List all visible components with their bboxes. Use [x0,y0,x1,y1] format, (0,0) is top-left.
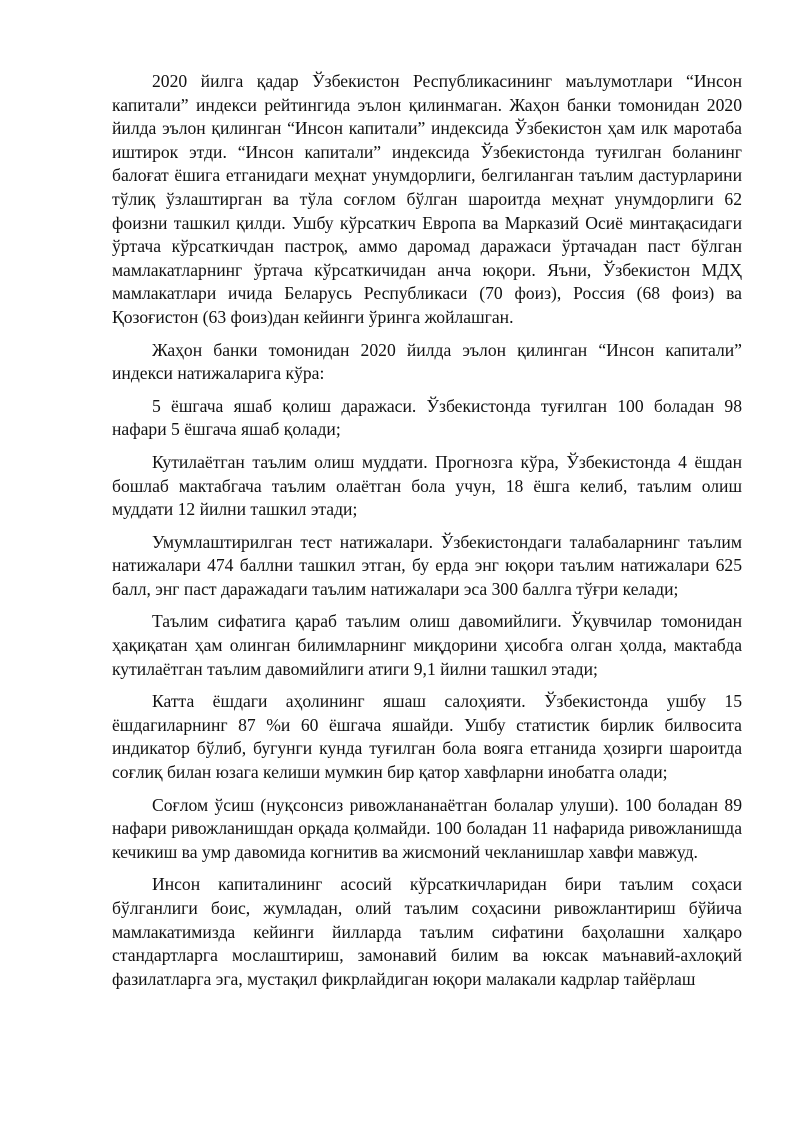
paragraph-hci-overview: 2020 йилга қадар Ўзбекистон Республикасининг маълумотлари “Инсон капитали” индекси рейтингида эълон қилинмаган. Жаҳон банки томонидан 2020 йилда эълон қилинган “Инсон капитали” индексида Ўзбекистон ҳам илк маротаба иштирок этди. “Инсон капитали” индексида Ўзбекистонда туғилган боланинг балоғат ёшига етганидаги меҳнат унумдорлиги, белгиланган таълим дастурларини тўлиқ ўзлаштирган ва тўла соғлом бўлган шароитда меҳнат унумдорлиги 62 фоизни ташкил қилди. Ушбу кўрсаткич Европа ва Марказий Осиё минтақасидаги ўртача кўрсаткичдан пастроқ, аммо даромад даражаси ўртачадан паст бўлган мамлакатларнинг ўртача кўрсаткичидан анча юқори. Яъни, Ўзбекистон МДҲ мамлакатлари ичида Беларусь Республикаси (70 фоиз), Россия (68 фоиз) ва Қозоғистон (63 фоиз)дан кейинги ўринга жойлашган. [112,71,742,327]
document-page [112,70,742,1000]
paragraph-survival-rate: 5 ёшгача яшаб қолиш даражаси. Ўзбекистонда туғилган 100 боладан 98 нафари 5 ёшгача яшаб қолади; [112,395,742,440]
paragraph-expected-schooling: Кутилаётган таълим олиш муддати. Прогнозга кўра, Ўзбекистонда 4 ёшдан бошлаб мактабгача таълим олаётган бола учун, 18 ёшга келиб, таълим олиш муддати 12 йилни ташкил этади; [112,451,742,520]
paragraph-healthy-growth: Соғлом ўсиш (нуқсонсиз ривожлананаётган болалар улуши). 100 боладан 89 нафари ривожланишдан орқада қолмайди. 100 боладан 11 нафарида ривожланишда кечикиш ва умр давомида когнитив ва жисмоний чекланишлар хавфи мавжуд. [112,794,742,862]
paragraph-adult-survival: Катта ёшдаги аҳолининг яшаш салоҳияти. Ўзбекистонда ушбу 15 ёшдагиларнинг 87 %и 60 ёшгача яшайди. Ушбу статистик бирлик билвосита индикатор бўлиб, бугунги кунда туғилган бола вояга етганида ҳозирги шароитда соғлиқ билан юзага келиши мумкин бир қатор хавфларни инобатга олади; [112,691,742,783]
paragraph-education-priority: Инсон капиталининг асосий кўрсаткичларидан бири таълим соҳаси бўлганлиги боис, жумладан, олий таълим соҳасини ривожлантириш бўйича мамлакатимизда кейинги йилларда таълим сифатини баҳолашни халқаро стандартларга мослаштириш, замонавий билим ва юксак маънавий-ахлоқий фазилатларга эга, мустақил фикрлайдиган юқори малакали кадрлар тайёрлаш [112,874,742,989]
paragraph-results-intro: Жаҳон банки томонидан 2020 йилда эълон қилинган “Инсон капитали” индекси натижаларига кўра: [112,339,742,384]
paragraph-test-scores: Умумлаштирилган тест натижалари. Ўзбекистондаги талабаларнинг таълим натижалари 474 баллни ташкил этган, бу ерда энг юқори таълим натижалари 625 балл, энг паст даражадаги таълим натижалари эса 300 баллга тўғри келади; [112,531,742,599]
paragraph-learning-adjusted-schooling: Таълим сифатига қараб таълим олиш давомийлиги. Ўқувчилар томонидан ҳақиқатан ҳам олинган билимларнинг миқдорини ҳисобга олган ҳолда, мактабда кутилаётган таълим давомийлиги атиги 9,1 йилни ташкил этади; [112,611,742,679]
